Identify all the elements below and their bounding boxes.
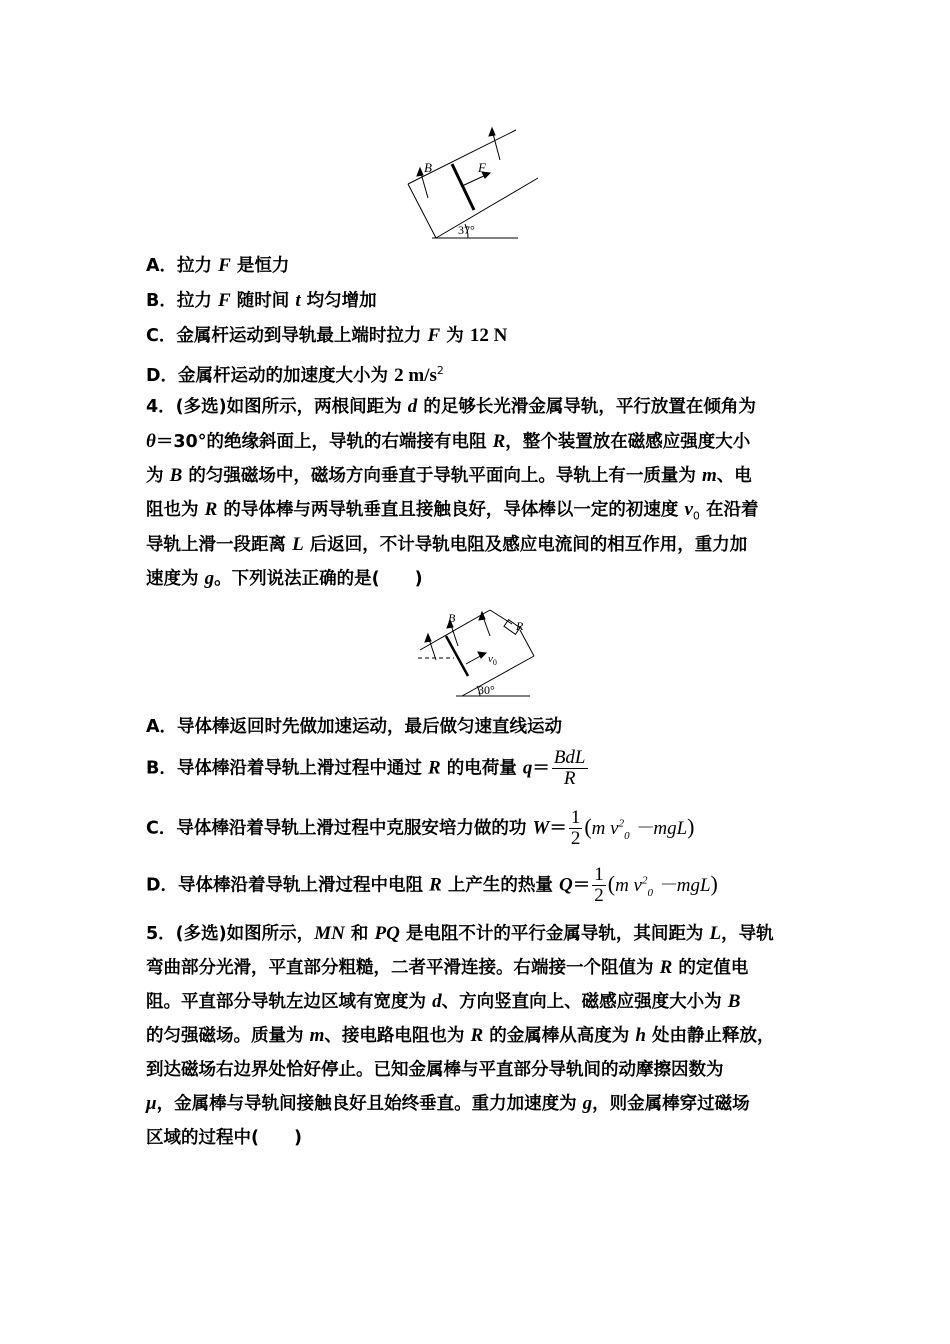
rail-right-bottom — [520, 630, 534, 656]
q4-option-a: A．导体棒返回时先做加速运动，最后做匀速直线运动 — [146, 717, 563, 737]
option-a: A．拉力 F 是恒力 — [146, 255, 290, 276]
q5-line-6: μ，金属棒与导轨间接触良好且始终垂直。重力加速度为 g，则金属棒穿过磁场 — [146, 1093, 750, 1114]
fraction-half: $\frac{1}{2}$ — [570, 807, 581, 849]
label-angle: 37° — [458, 223, 475, 237]
label-b: B — [424, 160, 432, 175]
q4-line-5: 导轨上滑一段距离 L 后返回，不计导轨电阻及感应电流间的相互作用，重力加 — [146, 534, 748, 555]
q5-line-4: 的匀强磁场。质量为 m、接电路电阻也为 R 的金属棒从高度为 h 处由静止释放， — [146, 1025, 775, 1046]
q4-line-6: 速度为 g。下列说法正确的是( ) — [146, 568, 423, 589]
q4-option-b: B．导体棒沿着导轨上滑过程中通过 R 的电荷量 q＝ $\frac{\text{BdL}}{R}$ — [146, 747, 586, 789]
rail-end — [408, 184, 436, 238]
fraction-bdl-r: $\frac{\text{BdL}}{R}$ — [553, 747, 586, 789]
q4-line-3: 为 B 的匀强磁场中，磁场方向垂直于导轨平面向上。导轨上有一质量为 m、电 — [146, 465, 752, 486]
label-v: $v_0$ — [488, 653, 497, 667]
option-c: C．金属杆运动到导轨最上端时拉力 F 为 12 N — [146, 325, 508, 346]
option-d: D．金属杆运动的加速度大小为 2 $m/s^2$ — [146, 364, 444, 386]
rail-lower — [436, 178, 538, 238]
q4-line-4: 阻也为 R 的导体棒与两导轨垂直且接触良好，导体棒以一定的初速度 $v_0$ 在沿着 — [146, 499, 759, 523]
q5-line-1: 5．(多选)如图所示，MN 和 PQ 是电阻不计的平行金属导轨，其间距为 L，导轨 — [146, 923, 774, 944]
label-r: R — [516, 619, 524, 633]
rail-upper — [408, 130, 516, 184]
q5-line-7: 区域的过程中( ) — [146, 1128, 302, 1148]
q5-line-5: 到达磁场右边界处恰好停止。已知金属棒与平直部分导轨间的动摩擦因数为 — [146, 1060, 724, 1080]
q5-line-3: 阻。平直部分导轨左边区域有宽度为 d、方向竖直向上、磁感应强度大小为 B — [146, 991, 741, 1012]
q4-line-1: 4．(多选)如图所示，两根间距为 d 的足够长光滑金属导轨，平行放置在倾角为 — [146, 396, 756, 417]
figure-incline-37 — [400, 120, 550, 245]
q4-line-2: θ＝30°的绝缘斜面上，导轨的右端接有电阻 R，整个装置放在磁感应强度大小 — [146, 431, 751, 452]
rail-right-top — [490, 610, 512, 624]
rail-lower — [462, 656, 534, 696]
metal-rod — [452, 164, 474, 210]
q4-option-d: D．导体棒沿着导轨上滑过程中电阻 R 上产生的热量 Q＝ $\frac{1}{2}$ (m $v^2_0 -mgL$) — [146, 864, 718, 906]
q4-option-c: C．导体棒沿着导轨上滑过程中克服安培力做的功 W＝ $\frac{1}{2}$ (m $v^2_0 -mgL$) — [146, 807, 695, 849]
fraction-half: $\frac{1}{2}$ — [594, 864, 604, 906]
figure-incline-30 — [410, 600, 550, 704]
option-b: B．拉力 F 随时间 t 均匀增加 — [146, 290, 377, 311]
q5-line-2: 弯曲部分光滑，平直部分粗糙，二者平滑连接。右端接一个阻值为 R 的定值电 — [146, 957, 749, 978]
label-f: F — [478, 160, 486, 175]
label-b: B — [448, 611, 456, 625]
label-angle: 30° — [478, 683, 495, 697]
